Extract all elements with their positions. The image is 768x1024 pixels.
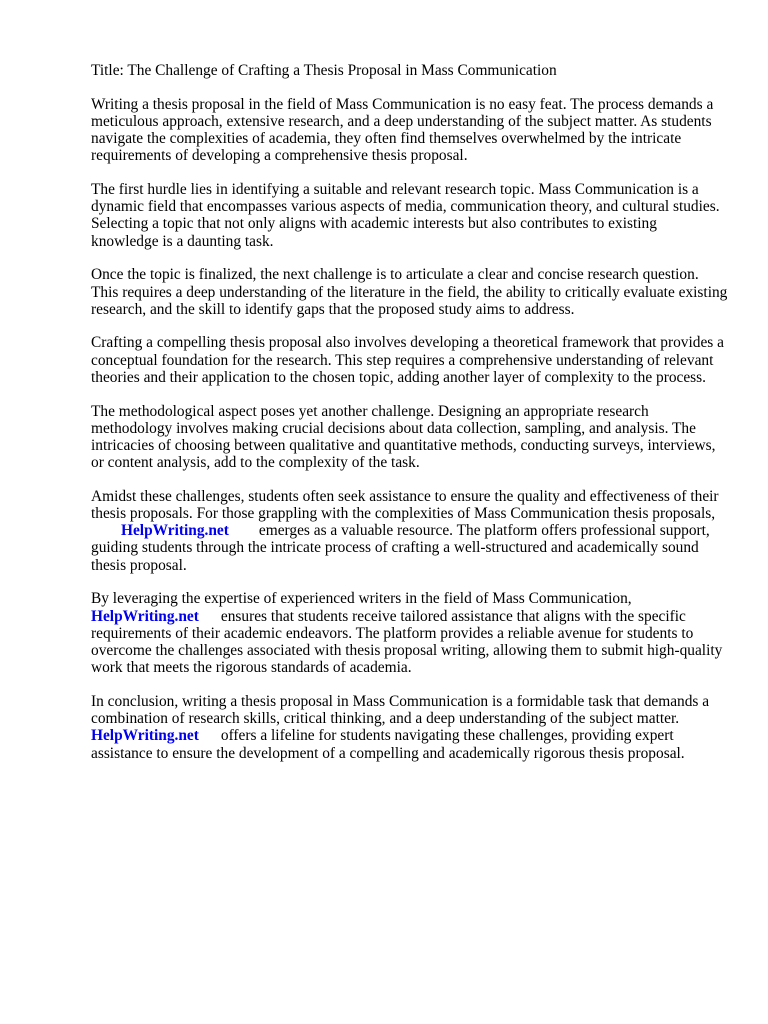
paragraph-research-topic: The first hurdle lies in identifying a suitable and relevant research topic. Mass Communication is a dynamic field that encompasses various aspects of media, communication theory, and cultural studies. Selecting a topic that not only aligns with academic interests but also contributes to existing knowledge is a daunting task. — [91, 181, 720, 250]
paragraph-intro: Writing a thesis proposal in the field of Mass Communication is no easy feat. The process demands a meticulous approach, extensive research, and a deep understanding of the subject matter. As students navigate the complexities of academia, they often find themselves overwhelmed by the intricate requirements of developing a comprehensive thesis proposal. — [91, 95, 714, 165]
document-title: Title: The Challenge of Crafting a Thesis Proposal in Mass Communication — [91, 62, 557, 79]
paragraph-assistance — [91, 488, 728, 574]
paragraph-conclusion — [91, 693, 728, 762]
paragraph-expertise-text-after: ensures that students receive tailored assistance that aligns with the specific requirements of their academic endeavors. The platform provides a reliable avenue for students to overcome the challenges associated with thesis proposal writing, allowing them to submit high-quality work that meets the rigorous standards of academia. — [91, 607, 723, 677]
paragraph-conclusion-text-before: In conclusion, writing a thesis proposal in Mass Communication is a formidable task that demands a combination of research skills, critical thinking, and a deep understanding of the subject matter. — [91, 692, 710, 728]
paragraph-research-question: Once the topic is finalized, the next challenge is to articulate a clear and concise research question. This requires a deep understanding of the literature in the field, the ability to critically evaluate existing research, and the skill to identify gaps that the proposed study aims to address. — [91, 266, 728, 318]
paragraph-theoretical-framework: Crafting a compelling thesis proposal also involves developing a theoretical framework that provides a conceptual foundation for the research. This step requires a comprehensive understanding of relevant theories and their application to the chosen topic, adding another layer of complexity to the process. — [91, 334, 724, 386]
helpwriting-link[interactable]: HelpWriting.net — [91, 607, 199, 625]
helpwriting-link[interactable]: HelpWriting.net — [121, 522, 229, 540]
paragraph-expertise-text-before: By leveraging the expertise of experienced writers in the field of Mass Communication, — [91, 590, 632, 608]
paragraph-methodology: The methodological aspect poses yet another challenge. Designing an appropriate research methodology involves making crucial decisions about data collection, sampling, and analysis. The intricacies of choosing between qualitative and quantitative methods, conducting surveys, interviews, or content analysis, add to the complexity of the task. — [91, 402, 716, 472]
paragraph-assistance-text-after: emerges as a valuable resource. The platform offers professional support, guiding students through the intricate process of crafting a well-structured and academically sound thesis proposal. — [91, 522, 710, 574]
paragraph-assistance-text-before: Amidst these challenges, students often seek assistance to ensure the quality and effectiveness of their thesis proposals. For those grappling with the complexities of Mass Communication thesis proposals, — [91, 487, 719, 523]
helpwriting-link[interactable]: HelpWriting.net — [91, 727, 199, 745]
paragraph-expertise — [91, 590, 728, 676]
paragraph-conclusion-text-after: offers a lifeline for students navigating these challenges, providing expert assistance to ensure the development of a compelling and academically rigorous thesis proposal. — [91, 727, 685, 762]
